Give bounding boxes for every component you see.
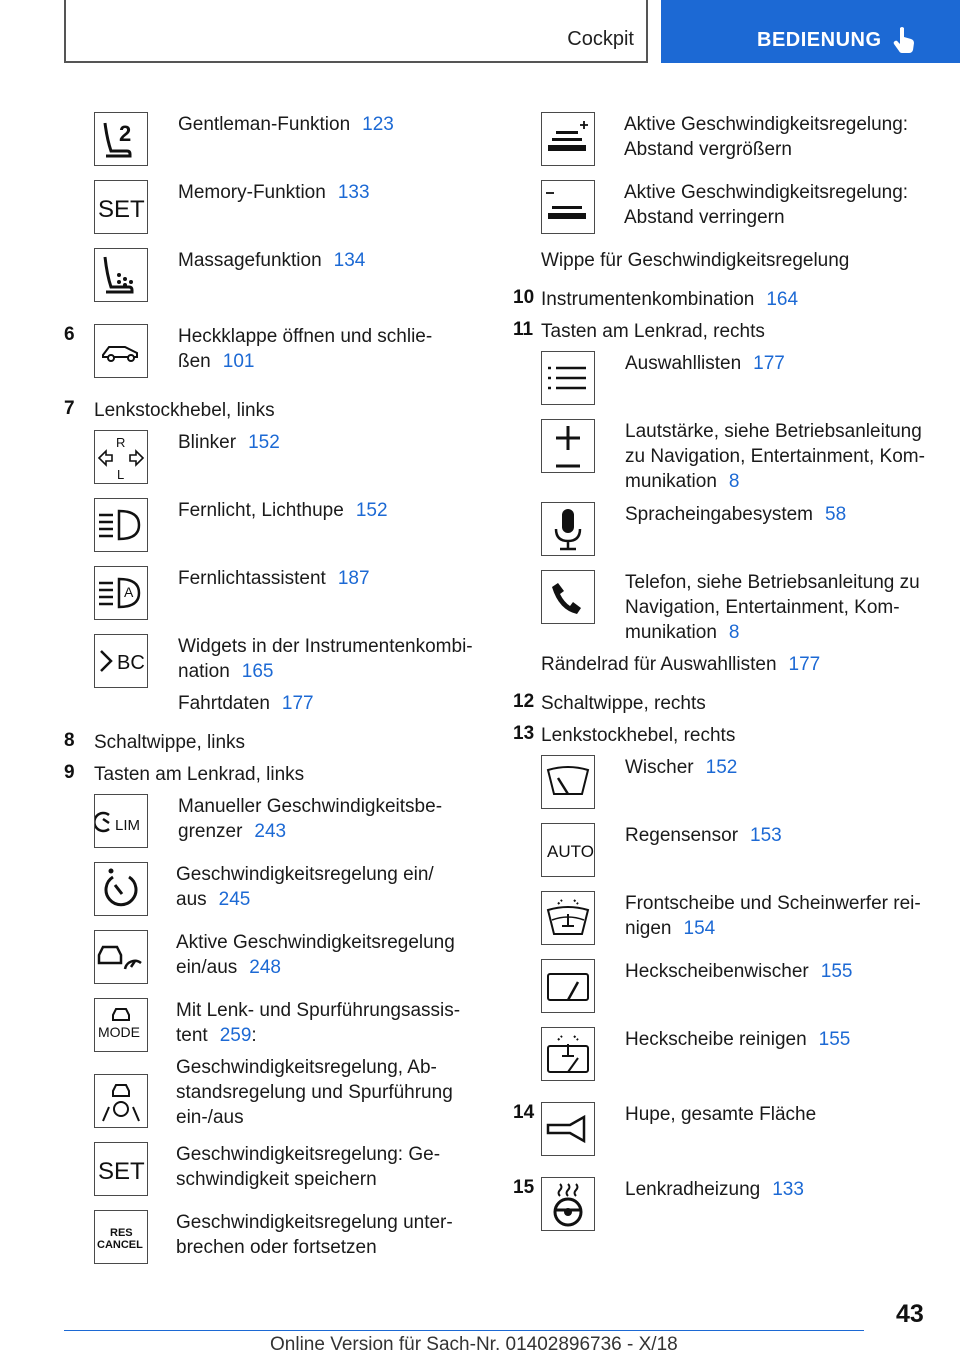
- svg-text:R: R: [116, 435, 126, 450]
- active-cruise-label: Aktive Geschwindigkeitsregelung ein/aus 248: [176, 932, 455, 978]
- page-ref[interactable]: 164: [766, 289, 799, 310]
- section-heading: Lenkstockhebel, rechts: [541, 725, 736, 746]
- res-cancel-icon: [94, 1210, 148, 1264]
- trip-data-label: Fahrtdaten 177: [178, 693, 314, 714]
- section-heading: Instrumentenkombination 164: [541, 289, 799, 310]
- washer-icon: [541, 891, 595, 945]
- page-ref[interactable]: 123: [362, 114, 394, 135]
- svg-text:LIM: LIM: [115, 817, 141, 834]
- page-ref[interactable]: 155: [820, 961, 853, 982]
- item-number: 6: [64, 324, 75, 345]
- high-beam-icon: [94, 498, 148, 552]
- tailgate-icon: [94, 324, 148, 378]
- windshield-cleaning-label: Frontscheibe und Scheinwerfer rei- nigen 154: [625, 893, 921, 939]
- page-ref[interactable]: 259: [219, 1025, 252, 1046]
- section-heading: Schaltwippe, links: [94, 732, 246, 753]
- svg-text:MODE: MODE: [98, 1024, 140, 1040]
- wiper-label: Wischer 152: [625, 757, 738, 778]
- page-ref[interactable]: 152: [355, 500, 388, 521]
- steering-assist-label: Mit Lenk- und Spurführungsassis- tent 259:: [176, 1000, 461, 1046]
- high-beam-assist-label: Fernlichtassistent 187: [178, 568, 370, 589]
- page-ref[interactable]: 177: [281, 693, 314, 714]
- phone-icon: [541, 570, 595, 624]
- cruise-control-icon: [94, 862, 148, 916]
- wiper-icon: [541, 755, 595, 809]
- page-ref[interactable]: 134: [333, 250, 366, 271]
- speed-limiter-label: Manueller Geschwindigkeitsbe- grenzer 243: [178, 796, 443, 842]
- selection-list-label: Auswahllisten 177: [625, 353, 785, 374]
- widgets-label: Widgets in der Instrumentenkombi- nation 165: [178, 636, 473, 682]
- svg-text:RES: RES: [110, 1227, 133, 1239]
- page-ref[interactable]: 187: [337, 568, 370, 589]
- svg-text:L: L: [117, 467, 125, 482]
- bc-icon: [94, 634, 148, 688]
- svg-text:SET: SET: [98, 196, 145, 223]
- volume-icon: [541, 419, 595, 473]
- page-ref[interactable]: 152: [705, 757, 738, 778]
- item-number: 12: [513, 691, 535, 712]
- chapter-tab: [661, 0, 960, 63]
- tailgate-label: Heckklappe öffnen und schlie- ßen 101: [178, 326, 433, 372]
- blinker-label: Blinker 152: [178, 432, 280, 453]
- cruise-control-label: Geschwindigkeitsregelung ein/ aus 245: [176, 864, 434, 910]
- item-number: 10: [513, 287, 535, 308]
- speed-limiter-icon: [94, 794, 148, 848]
- page-ref[interactable]: 245: [218, 889, 251, 910]
- item-number: 7: [64, 398, 75, 419]
- list-icon: [541, 351, 595, 405]
- page-ref[interactable]: 154: [683, 918, 716, 939]
- page-ref[interactable]: 155: [818, 1029, 851, 1050]
- memory-function-label: Memory-Funktion 133: [178, 182, 370, 203]
- page-ref[interactable]: 8: [728, 471, 740, 492]
- page-ref[interactable]: 243: [254, 821, 287, 842]
- horn-label: Hupe, gesamte Fläche: [625, 1104, 817, 1125]
- volume-label: Lautstärke, siehe Betriebsanleitung zu Navigation, Entertainment, Kom- munikation 8: [625, 421, 925, 492]
- steering-heating-label: Lenkradheizung 133: [625, 1179, 804, 1200]
- gentleman-function-label: Gentleman-Funktion 123: [178, 114, 394, 135]
- thumbwheel-label: Rändelrad für Auswahllisten 177: [541, 654, 821, 675]
- page-ref[interactable]: 177: [788, 654, 821, 675]
- page-ref[interactable]: 152: [248, 432, 280, 453]
- svg-text:BC: BC: [117, 652, 145, 674]
- footer-text: Online Version für Sach-Nr. 01402896736 - X/18: [270, 1334, 678, 1355]
- chapter-title: BEDIENUNG: [757, 29, 882, 51]
- item-number: 11: [513, 319, 534, 340]
- section-heading: Tasten am Lenkrad, rechts: [541, 321, 765, 342]
- distance-increase-icon: [541, 112, 595, 166]
- section-heading: Tasten am Lenkrad, links: [94, 764, 305, 785]
- resume-cancel-label: Geschwindigkeitsregelung unter- brechen oder fortsetzen: [176, 1212, 453, 1258]
- rain-sensor-label: Regensensor 153: [625, 825, 782, 846]
- high-beam-assist-icon: [94, 566, 148, 620]
- pointing-hand-icon: [893, 26, 917, 59]
- steering-heating-icon: [541, 1177, 595, 1231]
- rear-wiper-label: Heckscheibenwischer 155: [625, 961, 853, 982]
- page-ref[interactable]: 58: [825, 504, 847, 525]
- turn-signal-icon: [94, 430, 148, 484]
- rear-washer-label: Heckscheibe reinigen 155: [625, 1029, 851, 1050]
- item-number: 13: [513, 723, 535, 744]
- high-beam-label: Fernlicht, Lichthupe 152: [178, 500, 388, 521]
- massage-function-label: Massagefunktion 134: [178, 250, 366, 271]
- rear-washer-icon: [541, 1027, 595, 1081]
- active-cruise-icon: [94, 930, 148, 984]
- page-number: 43: [896, 1300, 924, 1328]
- set-icon: [94, 1142, 148, 1196]
- footer-divider: [64, 1330, 864, 1331]
- rear-wiper-icon: [541, 959, 595, 1013]
- item-number: 14: [513, 1102, 535, 1123]
- svg-text:A: A: [124, 584, 134, 600]
- page-ref[interactable]: 133: [337, 182, 370, 203]
- page-ref[interactable]: 8: [728, 622, 740, 643]
- page-ref[interactable]: 177: [753, 353, 785, 374]
- rocker-label: Wippe für Geschwindigkeitsregelung: [541, 250, 850, 271]
- seat-memory-2-icon: [94, 112, 148, 166]
- massage-seat-icon: [94, 248, 148, 302]
- horn-icon: [541, 1102, 595, 1156]
- auto-rain-sensor-icon: [541, 823, 595, 877]
- header-section-box: [64, 0, 648, 63]
- voice-input-label: Spracheingabesystem 58: [625, 504, 847, 525]
- page-ref[interactable]: 133: [772, 1179, 804, 1200]
- mode-icon: [94, 998, 148, 1052]
- item-number: 8: [64, 730, 75, 751]
- section-heading: Lenkstockhebel, links: [94, 400, 275, 421]
- svg-text:SET: SET: [98, 1158, 145, 1185]
- page-ref[interactable]: 165: [241, 661, 274, 682]
- save-speed-label: Geschwindigkeitsregelung: Ge- schwindigkeit speichern: [176, 1144, 441, 1190]
- lane-assist-label: Geschwindigkeitsregelung, Ab- standsregelung und Spurführung ein-/aus: [176, 1057, 453, 1128]
- page-ref[interactable]: 101: [222, 351, 255, 372]
- svg-text:CANCEL: CANCEL: [97, 1239, 143, 1251]
- svg-text:AUTO: AUTO: [547, 842, 594, 861]
- lane-assist-icon: [94, 1074, 148, 1128]
- section-heading: Schaltwippe, rechts: [541, 693, 706, 714]
- distance-decrease-label: Aktive Geschwindigkeitsregelung: Abstand verringern: [624, 182, 909, 228]
- item-number: 9: [64, 762, 75, 783]
- item-number: 15: [513, 1177, 535, 1198]
- svg-text:2: 2: [119, 121, 132, 146]
- section-title: Cockpit: [567, 28, 634, 50]
- microphone-icon: [541, 502, 595, 556]
- distance-increase-label: Aktive Geschwindigkeitsregelung: Abstand vergrößern: [624, 114, 909, 160]
- page-ref[interactable]: 248: [249, 957, 281, 978]
- page-ref[interactable]: 153: [750, 825, 782, 846]
- distance-decrease-icon: [541, 180, 595, 234]
- set-icon: [94, 180, 148, 234]
- phone-label: Telefon, siehe Betriebsanleitung zu Navigation, Entertainment, Kom- munikation 8: [625, 572, 920, 643]
